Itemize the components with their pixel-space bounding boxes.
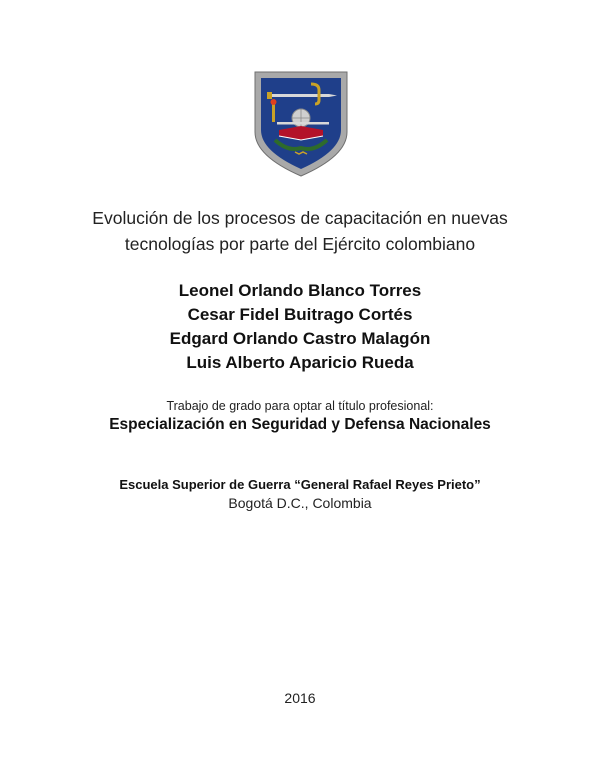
document-title-line-2: tecnologías por parte del Ejército colombiano bbox=[124, 234, 476, 254]
institution-name: Escuela Superior de Guerra “General Rafael Reyes Prieto” bbox=[119, 477, 481, 492]
degree-name: Especialización en Seguridad y Defensa Nacionales bbox=[109, 416, 491, 433]
document-title-line-1: Evolución de los procesos de capacitación en nuevas bbox=[92, 208, 508, 228]
author-name: Luis Alberto Aparicio Rueda bbox=[186, 353, 414, 372]
publication-year: 2016 bbox=[284, 690, 316, 706]
author-name: Leonel Orlando Blanco Torres bbox=[178, 281, 422, 300]
military-school-crest-icon bbox=[253, 70, 349, 178]
location: Bogotá D.C., Colombia bbox=[228, 495, 372, 511]
author-name: Edgard Orlando Castro Malagón bbox=[169, 329, 431, 348]
degree-intro: Trabajo de grado para optar al título profesional: bbox=[166, 399, 434, 413]
author-name: Cesar Fidel Buitrago Cortés bbox=[187, 305, 413, 324]
